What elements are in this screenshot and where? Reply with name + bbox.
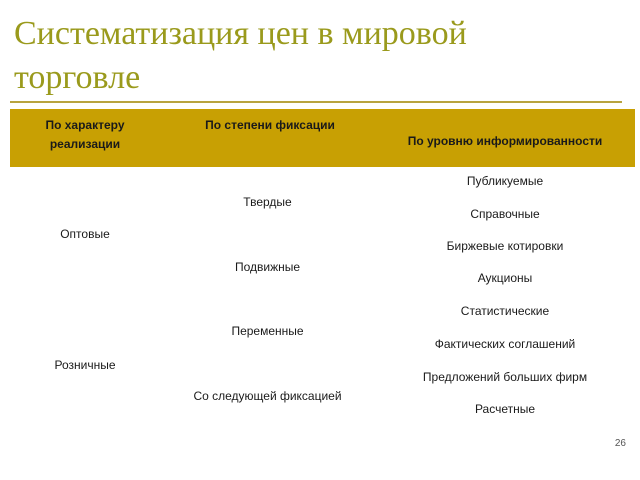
fixation-item-variable: Переменные	[231, 324, 304, 338]
slide-title: Систематизация цен в мировой торговле	[14, 15, 467, 96]
info-item-auctions: Аукционы	[477, 271, 533, 285]
realization-item-retail: Розничные	[54, 358, 116, 372]
info-item-exchange-quotes: Биржевые котировки	[446, 239, 564, 253]
fixation-item-subsequent: Со следующей фиксацией	[193, 389, 342, 403]
realization-item-wholesale: Оптовые	[60, 227, 110, 241]
header-by-information: По уровню информированности	[407, 134, 603, 148]
fixation-item-fixed: Твердые	[243, 195, 292, 209]
info-item-calculated: Расчетные	[474, 402, 536, 416]
header-by-fixation: По степени фиксации	[205, 118, 335, 132]
header-by-realization: По характеру реализации	[45, 118, 125, 151]
page-number: 26	[614, 438, 626, 449]
info-item-reference: Справочные	[470, 207, 540, 221]
info-item-published: Публикуемые	[466, 174, 544, 188]
info-item-large-firm-offers: Предложений больших фирм	[422, 370, 588, 384]
fixation-item-movable: Подвижные	[234, 260, 301, 274]
info-item-statistical: Статистические	[460, 304, 550, 318]
title-divider	[10, 101, 622, 103]
info-item-actual-agreements: Фактических соглашений	[434, 337, 576, 351]
